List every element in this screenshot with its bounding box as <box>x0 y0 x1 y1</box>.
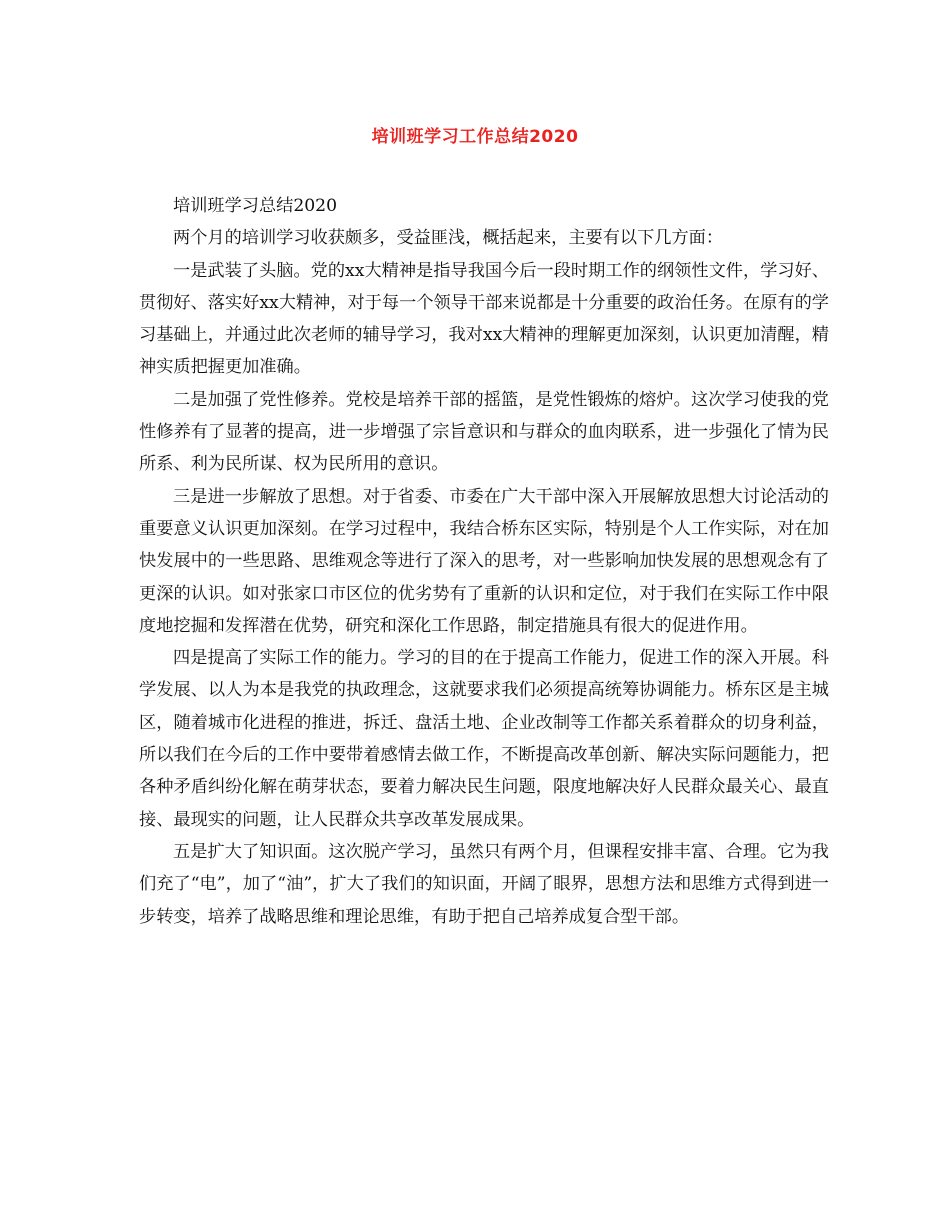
paragraph-point-2: 二是加强了党性修养。党校是培养干部的摇篮，是党性锻炼的熔炉。这次学习使我的党性修养有了显著的提高，进一步增强了宗旨意识和与群众的血肉联系，进一步强化了情为民所系、利为民所谋、权为民所用的意识。 <box>139 389 829 475</box>
paragraph-subtitle: 培训班学习总结2020 <box>173 196 338 216</box>
document-body <box>139 190 829 933</box>
document-title: 培训班学习工作总结2020 <box>371 127 579 147</box>
paragraph-point-5: 五是扩大了知识面。这次脱产学习，虽然只有两个月，但课程安排丰富、合理。它为我们充了“电”，加了“油”，扩大了我们的知识面，开阔了眼界，思想方法和思维方式得到进一步转变，培养了战略思维和理论思维，有助于把自己培养成复合型干部。 <box>139 841 829 927</box>
paragraph-point-4: 四是提高了实际工作的能力。学习的目的在于提高工作能力，促进工作的深入开展。科学发展、以人为本是我党的执政理念，这就要求我们必须提高统筹协调能力。桥东区是主城区，随着城市化进程的推进，拆迁、盘活土地、企业改制等工作都关系着群众的切身利益，所以我们在今后的工作中要带着感情去做工作，不断提高改革创新、解决实际问题能力，把各种矛盾纠纷化解在萌芽状态，要着力解决民生问题，限度地解决好人民群众最关心、最直接、最现实的问题，让人民群众共享改革发展成果。 <box>139 648 829 830</box>
paragraph-point-1: 一是武装了头脑。党的xx大精神是指导我国今后一段时期工作的纲领性文件，学习好、贯彻好、落实好xx大精神，对于每一个领导干部来说都是十分重要的政治任务。在原有的学习基础上，并通过此次老师的辅导学习，我对xx大精神的理解更加深刻，认识更加清醒，精神实质把握更加准确。 <box>139 260 829 378</box>
paragraph-intro: 两个月的培训学习收获颇多，受益匪浅，概括起来，主要有以下几方面： <box>173 228 724 249</box>
paragraph-point-3: 三是进一步解放了思想。对于省委、市委在广大干部中深入开展解放思想大讨论活动的重要意义认识更加深刻。在学习过程中，我结合桥东区实际，特别是个人工作实际，对在加快发展中的一些思路、思维观念等进行了深入的思考，对一些影响加快发展的思想观念有了更深的认识。如对张家口市区位的优劣势有了重新的认识和定位，对于我们在实际工作中限度地挖掘和发挥潜在优势，研究和深化工作思路，制定措施具有很大的促进作用。 <box>139 486 829 636</box>
